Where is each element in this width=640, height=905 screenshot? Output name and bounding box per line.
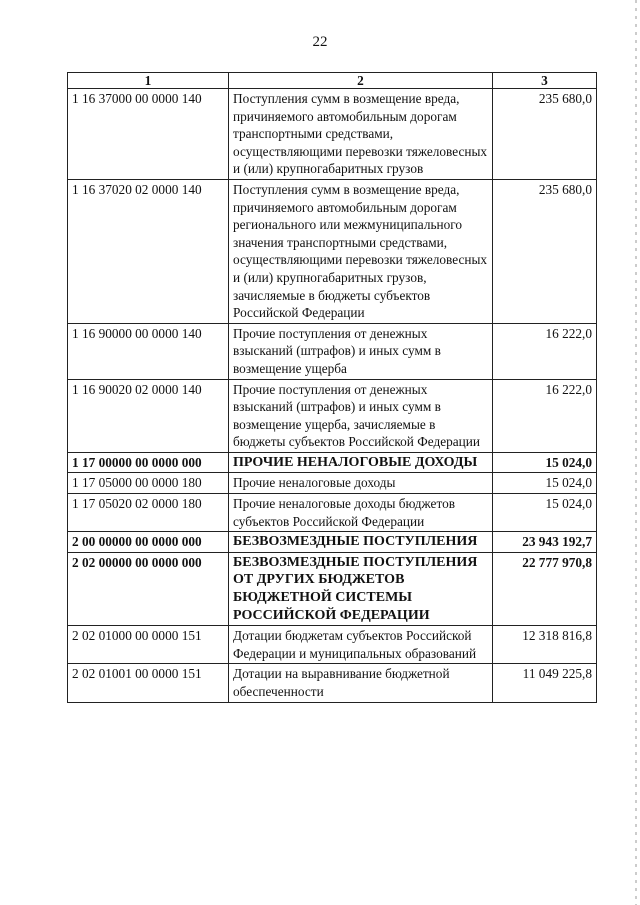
table-row [68,664,597,702]
description-cell: Прочие неналоговые доходы [229,473,493,494]
column-header-name: 2 [229,73,493,89]
code-cell: 2 00 00000 00 0000 000 [68,532,229,553]
code-cell: 1 17 05020 02 0000 180 [68,494,229,532]
amount-cell: 11 049 225,8 [493,664,597,702]
table-row [68,452,597,473]
amount-cell: 12 318 816,8 [493,626,597,664]
description-cell: ПРОЧИЕ НЕНАЛОГОВЫЕ ДОХОДЫ [229,452,493,473]
code-cell: 1 16 37020 02 0000 140 [68,179,229,323]
description-cell: Дотации на выравнивание бюджетной обеспеченности [229,664,493,702]
code-cell: 1 16 90020 02 0000 140 [68,379,229,452]
table-row [68,473,597,494]
table-row [68,626,597,664]
description-cell: Прочие поступления от денежных взысканий (штрафов) и иных сумм в возмещение ущерба [229,323,493,379]
code-cell: 2 02 00000 00 0000 000 [68,552,229,625]
code-cell: 1 17 05000 00 0000 180 [68,473,229,494]
description-cell: Прочие неналоговые доходы бюджетов субъектов Российской Федерации [229,494,493,532]
amount-cell: 235 680,0 [493,89,597,180]
table-body [68,89,597,703]
code-cell: 1 16 90000 00 0000 140 [68,323,229,379]
amount-cell: 15 024,0 [493,452,597,473]
column-header-code: 1 [68,73,229,89]
description-cell: Прочие поступления от денежных взысканий (штрафов) и иных сумм в возмещение ущерба, зачисляемые в бюджеты субъектов Российской Федерации [229,379,493,452]
code-cell: 2 02 01000 00 0000 151 [68,626,229,664]
code-cell: 1 16 37000 00 0000 140 [68,89,229,180]
table-row [68,89,597,180]
amount-cell: 16 222,0 [493,323,597,379]
amount-cell: 23 943 192,7 [493,532,597,553]
code-cell: 1 17 00000 00 0000 000 [68,452,229,473]
amount-cell: 15 024,0 [493,473,597,494]
code-cell: 2 02 01001 00 0000 151 [68,664,229,702]
table-row [68,552,597,625]
amount-cell: 16 222,0 [493,379,597,452]
table-row [68,179,597,323]
table-row [68,379,597,452]
description-cell: Дотации бюджетам субъектов Российской Федерации и муниципальных образований [229,626,493,664]
page-number: 22 [312,34,328,50]
description-cell: БЕЗВОЗМЕЗДНЫЕ ПОСТУПЛЕНИЯ ОТ ДРУГИХ БЮДЖЕТОВ БЮДЖЕТНОЙ СИСТЕМЫ РОССИЙСКОЙ ФЕДЕРАЦИИ [229,552,493,625]
amount-cell: 15 024,0 [493,494,597,532]
column-header-amount: 3 [493,73,597,89]
description-cell: БЕЗВОЗМЕЗДНЫЕ ПОСТУПЛЕНИЯ [229,532,493,553]
table-row [68,323,597,379]
table-row [68,494,597,532]
table-header-row [68,73,597,89]
budget-revenue-table [67,72,597,703]
description-cell: Поступления сумм в возмещение вреда, причиняемого автомобильным дорогам регионального или межмуниципального значения транспортными средствами, осуществляющими перевозки тяжеловесных и (или) крупногабаритных грузов, зачисляемые в бюджеты субъектов Российской Федерации [229,179,493,323]
amount-cell: 235 680,0 [493,179,597,323]
table-row [68,532,597,553]
amount-cell: 22 777 970,8 [493,552,597,625]
description-cell: Поступления сумм в возмещение вреда, причиняемого автомобильным дорогам транспортными средствами, осуществляющими перевозки тяжеловесных и (или) крупногабаритных грузов [229,89,493,180]
